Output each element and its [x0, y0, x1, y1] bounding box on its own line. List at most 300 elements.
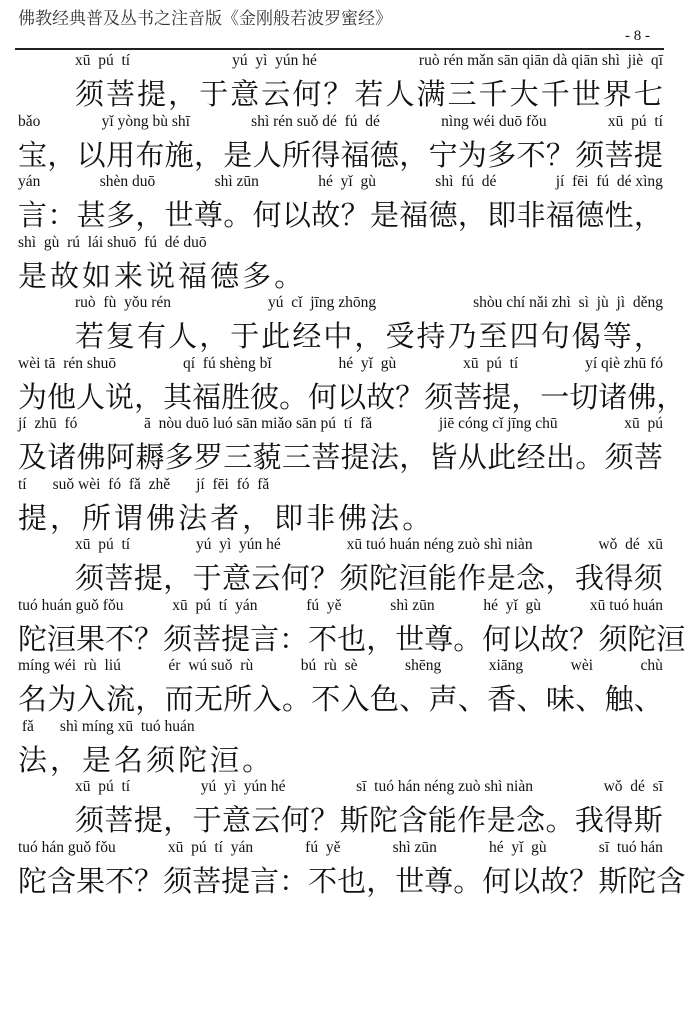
pinyin-segment: shèn duō [99, 173, 156, 190]
hanzi-char: 等 [602, 319, 632, 353]
hanzi-char: 提 [133, 561, 163, 595]
hanzi-char: ， [135, 682, 165, 716]
hanzi-char: ， [134, 379, 164, 414]
hanzi-char: 含 [398, 803, 428, 837]
hanzi-char: ， [511, 379, 541, 414]
hanzi-char: 须 [339, 561, 369, 595]
hanzi-char: 能 [427, 561, 457, 595]
hanzi-char: 不 [516, 137, 546, 172]
hanzi-char: 中 [323, 319, 353, 353]
hanzi-char: 也 [337, 863, 367, 898]
pinyin-segment: wèi tā rén shuō [18, 354, 117, 372]
hanzi-char: 念 [516, 803, 546, 837]
hanzi-row [18, 197, 663, 233]
book-title-header: 佛教经典普及丛书之注音版《金刚般若波罗蜜经》 [18, 9, 392, 29]
hanzi-char: 也 [337, 621, 367, 656]
hanzi-char: ， [656, 379, 686, 414]
hanzi-char: 佛 [338, 500, 368, 535]
hanzi-char: 洹 [210, 742, 240, 777]
pinyin-row [75, 294, 663, 318]
pinyin-segment: yú yì yún hé [232, 52, 317, 69]
pinyin-segment: tí [18, 475, 27, 493]
pinyin-segment: shòu chí nǎi zhì sì jù jì děng [473, 294, 663, 311]
hanzi-char: 满 [416, 77, 446, 111]
pinyin-segment: tuó hán guǒ fǒu [18, 838, 116, 856]
hanzi-char: 意 [222, 803, 252, 837]
pinyin-row [18, 234, 663, 258]
hanzi-char: 多 [242, 258, 272, 293]
text-line [18, 657, 663, 718]
hanzi-char: 、 [633, 682, 663, 716]
hanzi-char: 谓 [114, 500, 144, 535]
hanzi-char: 不 [105, 863, 135, 898]
hanzi-char: ？ [569, 621, 599, 656]
pinyin-segment: xū pú tí [75, 536, 131, 553]
hanzi-char: 经 [292, 319, 322, 353]
hanzi-char: 其 [163, 379, 193, 414]
pinyin-segment: shì rén suǒ dé fú dé [251, 112, 380, 130]
hanzi-char: 宝 [18, 137, 48, 172]
hanzi-char: 法 [18, 742, 48, 777]
pinyin-segment: ér wú suǒ rù [168, 657, 254, 674]
hanzi-char: 四 [509, 319, 539, 353]
hanzi-char: 德 [369, 137, 399, 172]
hanzi-char: 世 [164, 198, 194, 232]
hanzi-char: 洹 [656, 621, 686, 656]
hanzi-char: 陀 [18, 621, 48, 656]
hanzi-char: 何 [482, 621, 512, 656]
hanzi-char: 持 [416, 319, 446, 353]
hanzi-char: 说 [146, 258, 176, 293]
hanzi-row [75, 560, 663, 596]
hanzi-char: 。 [242, 742, 272, 777]
hanzi-char: 多 [105, 198, 135, 232]
hanzi-char: 菩 [311, 440, 341, 474]
hanzi-char: 含 [47, 863, 77, 898]
pinyin-segment: suǒ wèi fó fǎ zhě [52, 475, 171, 493]
hanzi-char: 何 [482, 863, 512, 898]
hanzi-char: ？ [545, 137, 575, 172]
hanzi-char: 福 [178, 258, 208, 293]
hanzi-row [18, 500, 663, 536]
text-line [18, 354, 686, 416]
text-line [18, 52, 663, 113]
hanzi-char: ， [633, 198, 663, 232]
hanzi-char: 此 [261, 319, 291, 353]
hanzi-char: 流 [105, 682, 135, 716]
sutra-text-body [18, 52, 686, 899]
hanzi-char: 陀 [627, 863, 657, 898]
hanzi-char: 云 [251, 561, 281, 595]
hanzi-char: 三 [223, 440, 253, 474]
hanzi-char: 世 [395, 863, 425, 898]
hanzi-char: 是 [486, 561, 516, 595]
hanzi-char: 法 [178, 500, 208, 535]
hanzi-char: 陀 [369, 803, 399, 837]
hanzi-char: 若 [354, 77, 384, 111]
hanzi-char: ， [199, 319, 229, 353]
pinyin-segment: qí fú shèng bǐ [183, 354, 272, 372]
hanzi-char: 布 [135, 137, 165, 172]
hanzi-char: 菩 [192, 621, 222, 656]
hanzi-char: 于 [199, 77, 229, 111]
hanzi-char: 一 [540, 379, 570, 414]
hanzi-char: 触 [604, 682, 634, 716]
pinyin-row [18, 597, 663, 621]
hanzi-char: 云 [261, 77, 291, 111]
pinyin-segment: ruò fù yǒu rén [75, 294, 171, 311]
pinyin-segment: fǎ [18, 717, 34, 735]
hanzi-char: 念 [516, 561, 546, 595]
hanzi-char: 菩 [604, 137, 634, 172]
hanzi-char: 提 [221, 621, 251, 656]
hanzi-char: 言 [18, 198, 48, 232]
hanzi-char: ？ [340, 198, 370, 232]
hanzi-char: 佛 [76, 440, 106, 474]
hanzi-char: 故 [540, 863, 570, 898]
hanzi-char: 作 [457, 803, 487, 837]
hanzi-char: 入 [252, 682, 282, 716]
hanzi-char: 、 [457, 682, 487, 716]
hanzi-char: 偈 [571, 319, 601, 353]
hanzi-char: 尊 [424, 621, 454, 656]
hanzi-char: 多 [487, 137, 517, 172]
hanzi-char: 三 [281, 440, 311, 474]
hanzi-char: 得 [604, 561, 634, 595]
hanzi-char: 非 [516, 198, 546, 232]
hanzi-char: 以 [76, 137, 106, 172]
hanzi-char: 大 [509, 77, 539, 111]
hanzi-row [18, 258, 663, 294]
hanzi-char: ， [545, 561, 575, 595]
pinyin-row [18, 173, 663, 197]
hanzi-char: 从 [457, 440, 487, 474]
hanzi-char: ， [399, 440, 429, 474]
pinyin-segment: tuó huán guǒ fǒu [18, 596, 124, 614]
hanzi-char: 。 [281, 682, 311, 716]
hanzi-row [18, 137, 663, 173]
hanzi-char: 言 [250, 621, 280, 656]
hanzi-char: 。 [402, 500, 432, 535]
pinyin-row [18, 718, 663, 742]
hanzi-char: 以 [511, 863, 541, 898]
hanzi-char: 不 [311, 682, 341, 716]
hanzi-char: 。 [575, 440, 605, 474]
hanzi-char: 陀 [18, 863, 48, 898]
pinyin-segment: sī tuó hán [598, 838, 663, 856]
hanzi-char: 须 [575, 137, 605, 172]
hanzi-char: 罗 [193, 440, 223, 474]
hanzi-char: 于 [192, 803, 222, 837]
hanzi-char: 陀 [369, 561, 399, 595]
pinyin-row [18, 839, 663, 863]
hanzi-char: 人 [385, 77, 415, 111]
hanzi-char: 意 [230, 77, 260, 111]
text-line [18, 294, 663, 355]
hanzi-row [75, 318, 663, 354]
pinyin-segment: wǒ dé sī [603, 778, 663, 795]
hanzi-char: 味 [545, 682, 575, 716]
hanzi-char: 。 [279, 379, 309, 414]
hanzi-char: 千 [478, 77, 508, 111]
pinyin-segment: jí fēi fú dé xìng [555, 173, 663, 190]
hanzi-char: 胜 [221, 379, 251, 414]
hanzi-char: 德 [575, 198, 605, 232]
hanzi-row [18, 681, 663, 717]
hanzi-char: 何 [280, 803, 310, 837]
hanzi-char: 耨 [135, 440, 165, 474]
pinyin-segment: yǐ yòng bù shī [101, 112, 190, 130]
pinyin-segment: yú cǐ jīng zhōng [268, 294, 377, 311]
hanzi-char: ， [47, 137, 77, 172]
text-line [18, 718, 663, 779]
hanzi-char: 菩 [106, 77, 136, 111]
hanzi-char: ， [163, 803, 193, 837]
hanzi-char: 斯 [633, 803, 663, 837]
hanzi-char: 斯 [339, 803, 369, 837]
text-line [18, 476, 663, 537]
hanzi-char: 施 [164, 137, 194, 172]
hanzi-char: 洹 [47, 621, 77, 656]
hanzi-char: ， [163, 561, 193, 595]
hanzi-char: 于 [192, 561, 222, 595]
hanzi-char: 是 [82, 742, 112, 777]
hanzi-char: 须 [633, 561, 663, 595]
hanzi-char: 不 [308, 863, 338, 898]
pinyin-segment: bú rù sè [300, 657, 358, 674]
hanzi-char: 我 [574, 561, 604, 595]
hanzi-char: 提 [221, 863, 251, 898]
hanzi-char: ？ [134, 863, 164, 898]
pinyin-segment: chù [640, 657, 663, 674]
hanzi-char: 声 [428, 682, 458, 716]
hanzi-char: 提 [18, 500, 48, 535]
hanzi-char: 为 [457, 137, 487, 172]
hanzi-char: 所 [281, 137, 311, 172]
hanzi-char: 是 [486, 803, 516, 837]
hanzi-char: 菩 [453, 379, 483, 414]
hanzi-char: 、 [575, 682, 605, 716]
hanzi-char: 三 [447, 77, 477, 111]
hanzi-char: 受 [385, 319, 415, 353]
hanzi-char: 提 [482, 379, 512, 414]
hanzi-char: 不 [105, 621, 135, 656]
hanzi-char: ？ [323, 77, 353, 111]
hanzi-char: 若 [75, 319, 105, 353]
pinyin-row [75, 536, 663, 560]
hanzi-char: 须 [604, 440, 634, 474]
hanzi-char: 经 [516, 440, 546, 474]
pinyin-segment: hé yǐ gù [483, 596, 542, 614]
hanzi-char: ： [279, 863, 309, 898]
pinyin-segment: shì fú dé [435, 173, 497, 190]
pinyin-row [75, 778, 663, 802]
hanzi-char: 果 [76, 621, 106, 656]
hanzi-char: 陀 [178, 742, 208, 777]
hanzi-char: 言 [250, 863, 280, 898]
hanzi-char: 须 [146, 742, 176, 777]
pinyin-segment: xū pú [624, 415, 663, 432]
hanzi-row [18, 863, 686, 899]
hanzi-char: 法 [370, 500, 400, 535]
pinyin-segment: shēng [405, 657, 442, 674]
hanzi-char: 藐 [252, 440, 282, 474]
hanzi-char: 阿 [105, 440, 135, 474]
hanzi-char: 为 [18, 379, 48, 414]
hanzi-char: 入 [340, 682, 370, 716]
pinyin-segment: ā nòu duō luó sān miǎo sān pú tí fǎ [144, 415, 373, 432]
hanzi-char: 福 [340, 137, 370, 172]
hanzi-char: 所 [82, 500, 112, 535]
pinyin-row [75, 52, 663, 76]
hanzi-char: 何 [280, 561, 310, 595]
hanzi-char: ？ [310, 561, 340, 595]
hanzi-char: 入 [76, 682, 106, 716]
hanzi-char: 诸 [47, 440, 77, 474]
hanzi-char: 陀 [627, 621, 657, 656]
hanzi-char: 至 [478, 319, 508, 353]
hanzi-char: 人 [252, 137, 282, 172]
hanzi-row [18, 439, 663, 475]
text-line [18, 536, 663, 597]
pinyin-segment: shì gù rú lái shuō fú dé duō [18, 233, 207, 251]
pinyin-segment: xū pú tí yán [172, 596, 258, 614]
pinyin-segment: xū pú tí [463, 354, 519, 372]
pinyin-segment: xū pú tí yán [167, 838, 254, 856]
hanzi-char: 非 [306, 500, 336, 535]
pinyin-row [18, 415, 663, 439]
hanzi-char: 皆 [428, 440, 458, 474]
hanzi-char: 佛 [627, 379, 657, 414]
pinyin-segment: fú yě [305, 838, 341, 856]
pinyin-segment: yí qiè zhū fó [585, 354, 663, 372]
hanzi-char: 者 [210, 500, 240, 535]
hanzi-char: 世 [571, 77, 601, 111]
text-line [18, 415, 663, 476]
pinyin-segment: yán [18, 173, 41, 190]
hanzi-char: 提 [137, 77, 167, 111]
pinyin-segment: shì zūn [390, 596, 435, 614]
hanzi-char: 性 [604, 198, 634, 232]
hanzi-char: ， [50, 742, 80, 777]
hanzi-char: 。 [545, 803, 575, 837]
hanzi-char: 德 [428, 198, 458, 232]
hanzi-char: 菩 [104, 803, 134, 837]
hanzi-char: ？ [134, 621, 164, 656]
hanzi-char: 有 [137, 319, 167, 353]
hanzi-char: 法 [369, 440, 399, 474]
hanzi-char: 切 [569, 379, 599, 414]
hanzi-char: 得 [311, 137, 341, 172]
page-number: - 8 - [625, 28, 650, 44]
hanzi-char: ， [366, 621, 396, 656]
hanzi-char: 菩 [192, 863, 222, 898]
hanzi-char: 世 [395, 621, 425, 656]
hanzi-char: 须 [424, 379, 454, 414]
pinyin-segment: wèi [570, 657, 594, 674]
hanzi-char: ？ [310, 803, 340, 837]
hanzi-char: 色 [369, 682, 399, 716]
hanzi-char: 是 [18, 258, 48, 293]
hanzi-char: 界 [602, 77, 632, 111]
hanzi-char: 用 [105, 137, 135, 172]
pinyin-segment: shì míng xū tuó huán [59, 717, 195, 735]
hanzi-char: 复 [106, 319, 136, 353]
hanzi-char: 作 [457, 561, 487, 595]
hanzi-char: 提 [133, 803, 163, 837]
pinyin-segment: xū pú tí [607, 112, 663, 130]
hanzi-char: 句 [540, 319, 570, 353]
hanzi-char: 我 [574, 803, 604, 837]
hanzi-char: ， [168, 77, 198, 111]
hanzi-char: 。 [274, 258, 304, 293]
hanzi-char: 七 [633, 77, 663, 111]
hanzi-char: 来 [114, 258, 144, 293]
hanzi-char: 以 [511, 621, 541, 656]
hanzi-char: 福 [399, 198, 429, 232]
pinyin-segment: hé yǐ gù [338, 354, 397, 372]
hanzi-char: 得 [604, 803, 634, 837]
text-line [18, 596, 686, 658]
hanzi-char: ， [135, 198, 165, 232]
hanzi-row [75, 76, 663, 112]
pinyin-row [18, 355, 663, 379]
hanzi-char: 为 [47, 682, 77, 716]
hanzi-char: ， [366, 863, 396, 898]
hanzi-char: ， [242, 500, 272, 535]
pinyin-row [18, 113, 663, 137]
hanzi-char: 果 [76, 863, 106, 898]
pinyin-segment: shì zūn [214, 173, 259, 190]
hanzi-char: 。 [453, 621, 483, 656]
text-line [18, 173, 663, 234]
pinyin-segment: xiāng [488, 657, 524, 674]
pinyin-segment: sī tuó hán néng zuò shì niàn [356, 778, 533, 795]
hanzi-char: 意 [222, 561, 252, 595]
hanzi-char: 香 [487, 682, 517, 716]
hanzi-char: 佛 [146, 500, 176, 535]
hanzi-row [18, 379, 686, 415]
hanzi-char: 提 [340, 440, 370, 474]
hanzi-char: 须 [75, 561, 105, 595]
hanzi-char: 尊 [424, 863, 454, 898]
pinyin-segment: xū tuó huán [589, 596, 663, 614]
pinyin-segment: nìng wéi duō fǒu [441, 112, 547, 130]
pinyin-segment: wǒ dé xū [598, 536, 663, 553]
hanzi-char: 甚 [76, 198, 106, 232]
text-line [18, 838, 686, 900]
hanzi-char: 菩 [633, 440, 663, 474]
hanzi-char: ， [457, 198, 487, 232]
pinyin-segment: xū tuó huán néng zuò shì niàn [346, 536, 533, 553]
hanzi-char: 尊 [193, 198, 223, 232]
hanzi-char: 于 [230, 319, 260, 353]
hanzi-char: 福 [545, 198, 575, 232]
pinyin-segment: bǎo [18, 112, 41, 130]
hanzi-char: 能 [427, 803, 457, 837]
pinyin-segment: xū pú tí [75, 52, 131, 69]
hanzi-char: 诸 [598, 379, 628, 414]
pinyin-segment: yú yì yún hé [195, 536, 281, 553]
hanzi-char: ？ [395, 379, 425, 414]
hanzi-char: 德 [210, 258, 240, 293]
pinyin-row [18, 657, 663, 681]
hanzi-char: 故 [540, 621, 570, 656]
pinyin-segment: xū pú tí [75, 778, 131, 795]
hanzi-char: 而 [164, 682, 194, 716]
pinyin-segment: jiē cóng cǐ jīng chū [438, 415, 558, 432]
hanzi-char: 须 [75, 77, 105, 111]
